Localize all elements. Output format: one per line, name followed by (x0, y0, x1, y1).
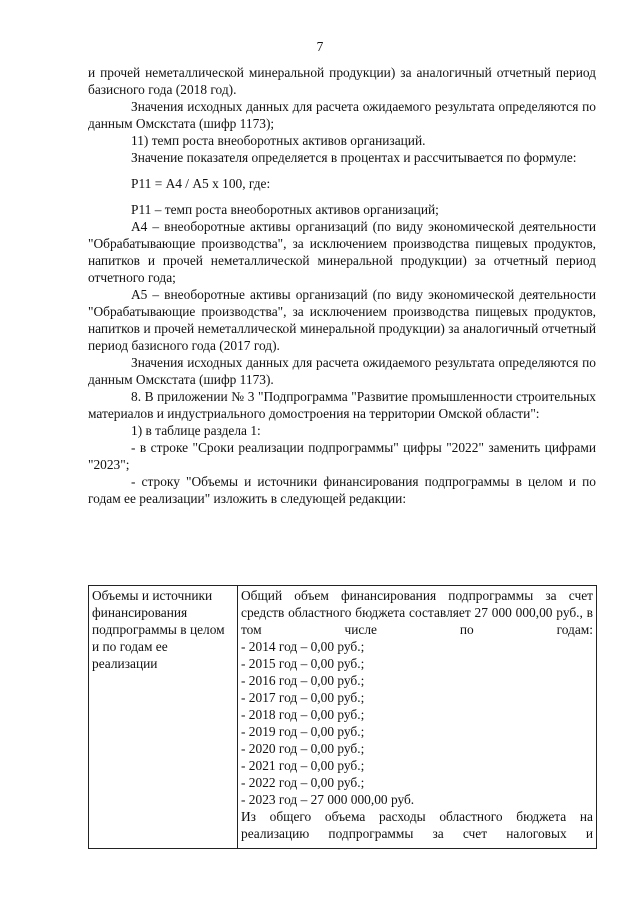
page-number: 7 (316, 39, 324, 54)
year-item: - 2022 год – 0,00 руб.; (241, 775, 365, 790)
financing-table (88, 585, 597, 849)
paragraph: и прочей неметаллической минеральной продукции) за аналогичный отчетный период базисного года (2018 год). (88, 65, 596, 97)
paragraph: 1) в таблице раздела 1: (131, 423, 261, 438)
year-item: - 2016 год – 0,00 руб.; (241, 673, 365, 688)
year-item: - 2018 год – 0,00 руб.; (241, 707, 365, 722)
table-cell-label: Объемы и источники финансирования подпрограммы в целом и по годам ее реализации (89, 586, 238, 849)
year-item: - 2021 год – 0,00 руб.; (241, 758, 365, 773)
paragraph: - в строке "Сроки реализации подпрограммы" цифры "2022" заменить цифрами "2023"; (88, 440, 596, 472)
year-item: - 2020 год – 0,00 руб.; (241, 741, 365, 756)
paragraph: Значения исходных данных для расчета ожидаемого результата определяются по данным Омскстата (шифр 1173). (88, 355, 596, 387)
paragraph: А4 – внеоборотные активы организаций (по виду экономической деятельности "Обрабатывающие производства", за исключением производства пищевых продуктов, напитков и прочей неметаллической минеральной продукции) за отчетный период отчетного года; (88, 219, 596, 285)
paragraph: Значение показателя определяется в процентах и рассчитывается по формуле: (131, 150, 577, 165)
financing-tail: Из общего объема расходы областного бюджета на реализацию подпрограммы за счет налоговых и (241, 809, 593, 841)
paragraph: Значения исходных данных для расчета ожидаемого результата определяются по данным Омскстата (шифр 1173); (88, 99, 596, 131)
table-row (89, 586, 597, 849)
paragraph: 11) темп роста внеоборотных активов организаций. (131, 133, 426, 148)
financing-intro: Общий объем финансирования подпрограммы за счет средств областного бюджета составляет 27 000 000,00 руб., в том числе по годам: (241, 588, 593, 637)
table-cell-content (238, 586, 597, 849)
paragraph: А5 – внеоборотные активы организаций (по виду экономической деятельности "Обрабатывающие производства", за исключением производства пищевых продуктов, напитков и прочей неметаллической минеральной продукции) за аналогичный отчетный период базисного года (2017 год). (88, 287, 596, 353)
formula: Р11 = А4 / А5 х 100, где: (131, 176, 271, 191)
year-item: - 2015 год – 0,00 руб.; (241, 656, 365, 671)
paragraph: - строку "Объемы и источники финансирования подпрограммы в целом и по годам ее реализации" изложить в следующей редакции: (88, 474, 596, 506)
year-item: - 2023 год – 27 000 000,00 руб. (241, 792, 415, 807)
year-item: - 2017 год – 0,00 руб.; (241, 690, 365, 705)
paragraph: Р11 – темп роста внеоборотных активов организаций; (131, 202, 439, 217)
year-item: - 2019 год – 0,00 руб.; (241, 724, 365, 739)
document-body (88, 64, 596, 507)
year-item: - 2014 год – 0,00 руб.; (241, 639, 365, 654)
paragraph: 8. В приложении № 3 "Подпрограмма "Развитие промышленности строительных материалов и индустриального домостроения на территории Омской области": (88, 389, 596, 421)
